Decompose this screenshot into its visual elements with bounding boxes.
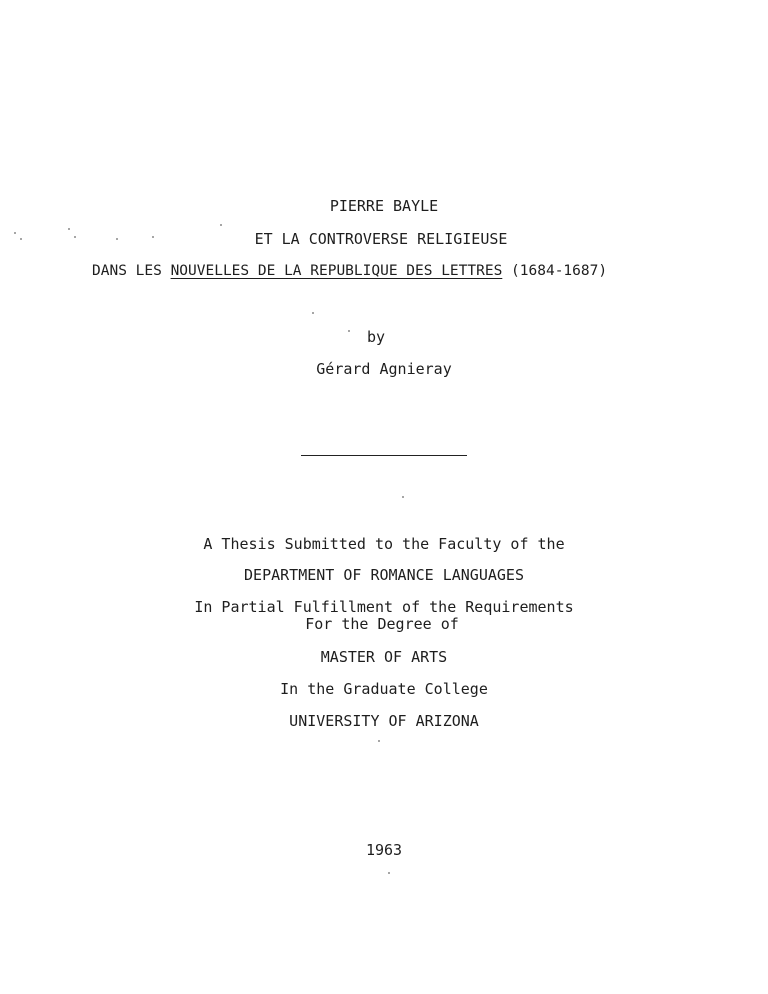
scan-speck <box>152 236 154 238</box>
department: DEPARTMENT OF ROMANCE LANGUAGES <box>244 566 524 584</box>
scan-speck <box>378 740 380 742</box>
scan-speck <box>14 232 16 234</box>
university: UNIVERSITY OF ARIZONA <box>289 712 479 730</box>
title-line-1: PIERRE BAYLE <box>329 197 439 215</box>
fulfillment-line: In Partial Fulfillment of the Requirements <box>194 598 574 616</box>
author-name: Gérard Agnieray <box>316 360 452 378</box>
submission-line: A Thesis Submitted to the Faculty of the <box>203 535 565 553</box>
scan-speck <box>388 872 390 874</box>
scan-speck <box>74 236 76 238</box>
scan-speck <box>116 238 118 240</box>
scan-speck <box>348 330 350 332</box>
degree-line: For the Degree of <box>305 615 459 633</box>
scan-speck <box>68 228 70 230</box>
graduate-college: In the Graduate College <box>280 680 488 698</box>
journal-title: NOUVELLES DE LA REPUBLIQUE DES LETTRES <box>170 263 503 279</box>
title-date-range: (1684-1687) <box>502 263 608 279</box>
scan-speck <box>312 312 314 314</box>
title-line-2: ET LA CONTROVERSE RELIGIEUSE <box>254 230 508 248</box>
title-line-3-prefix: DANS LES <box>92 263 171 279</box>
scan-speck <box>402 496 404 498</box>
separator-rule <box>301 455 467 456</box>
year: 1963 <box>365 841 403 859</box>
byline-by: by <box>366 328 386 346</box>
scan-speck <box>20 238 22 240</box>
scan-speck <box>220 224 222 226</box>
title-line-3 <box>92 262 607 280</box>
degree-name: MASTER OF ARTS <box>320 648 448 666</box>
